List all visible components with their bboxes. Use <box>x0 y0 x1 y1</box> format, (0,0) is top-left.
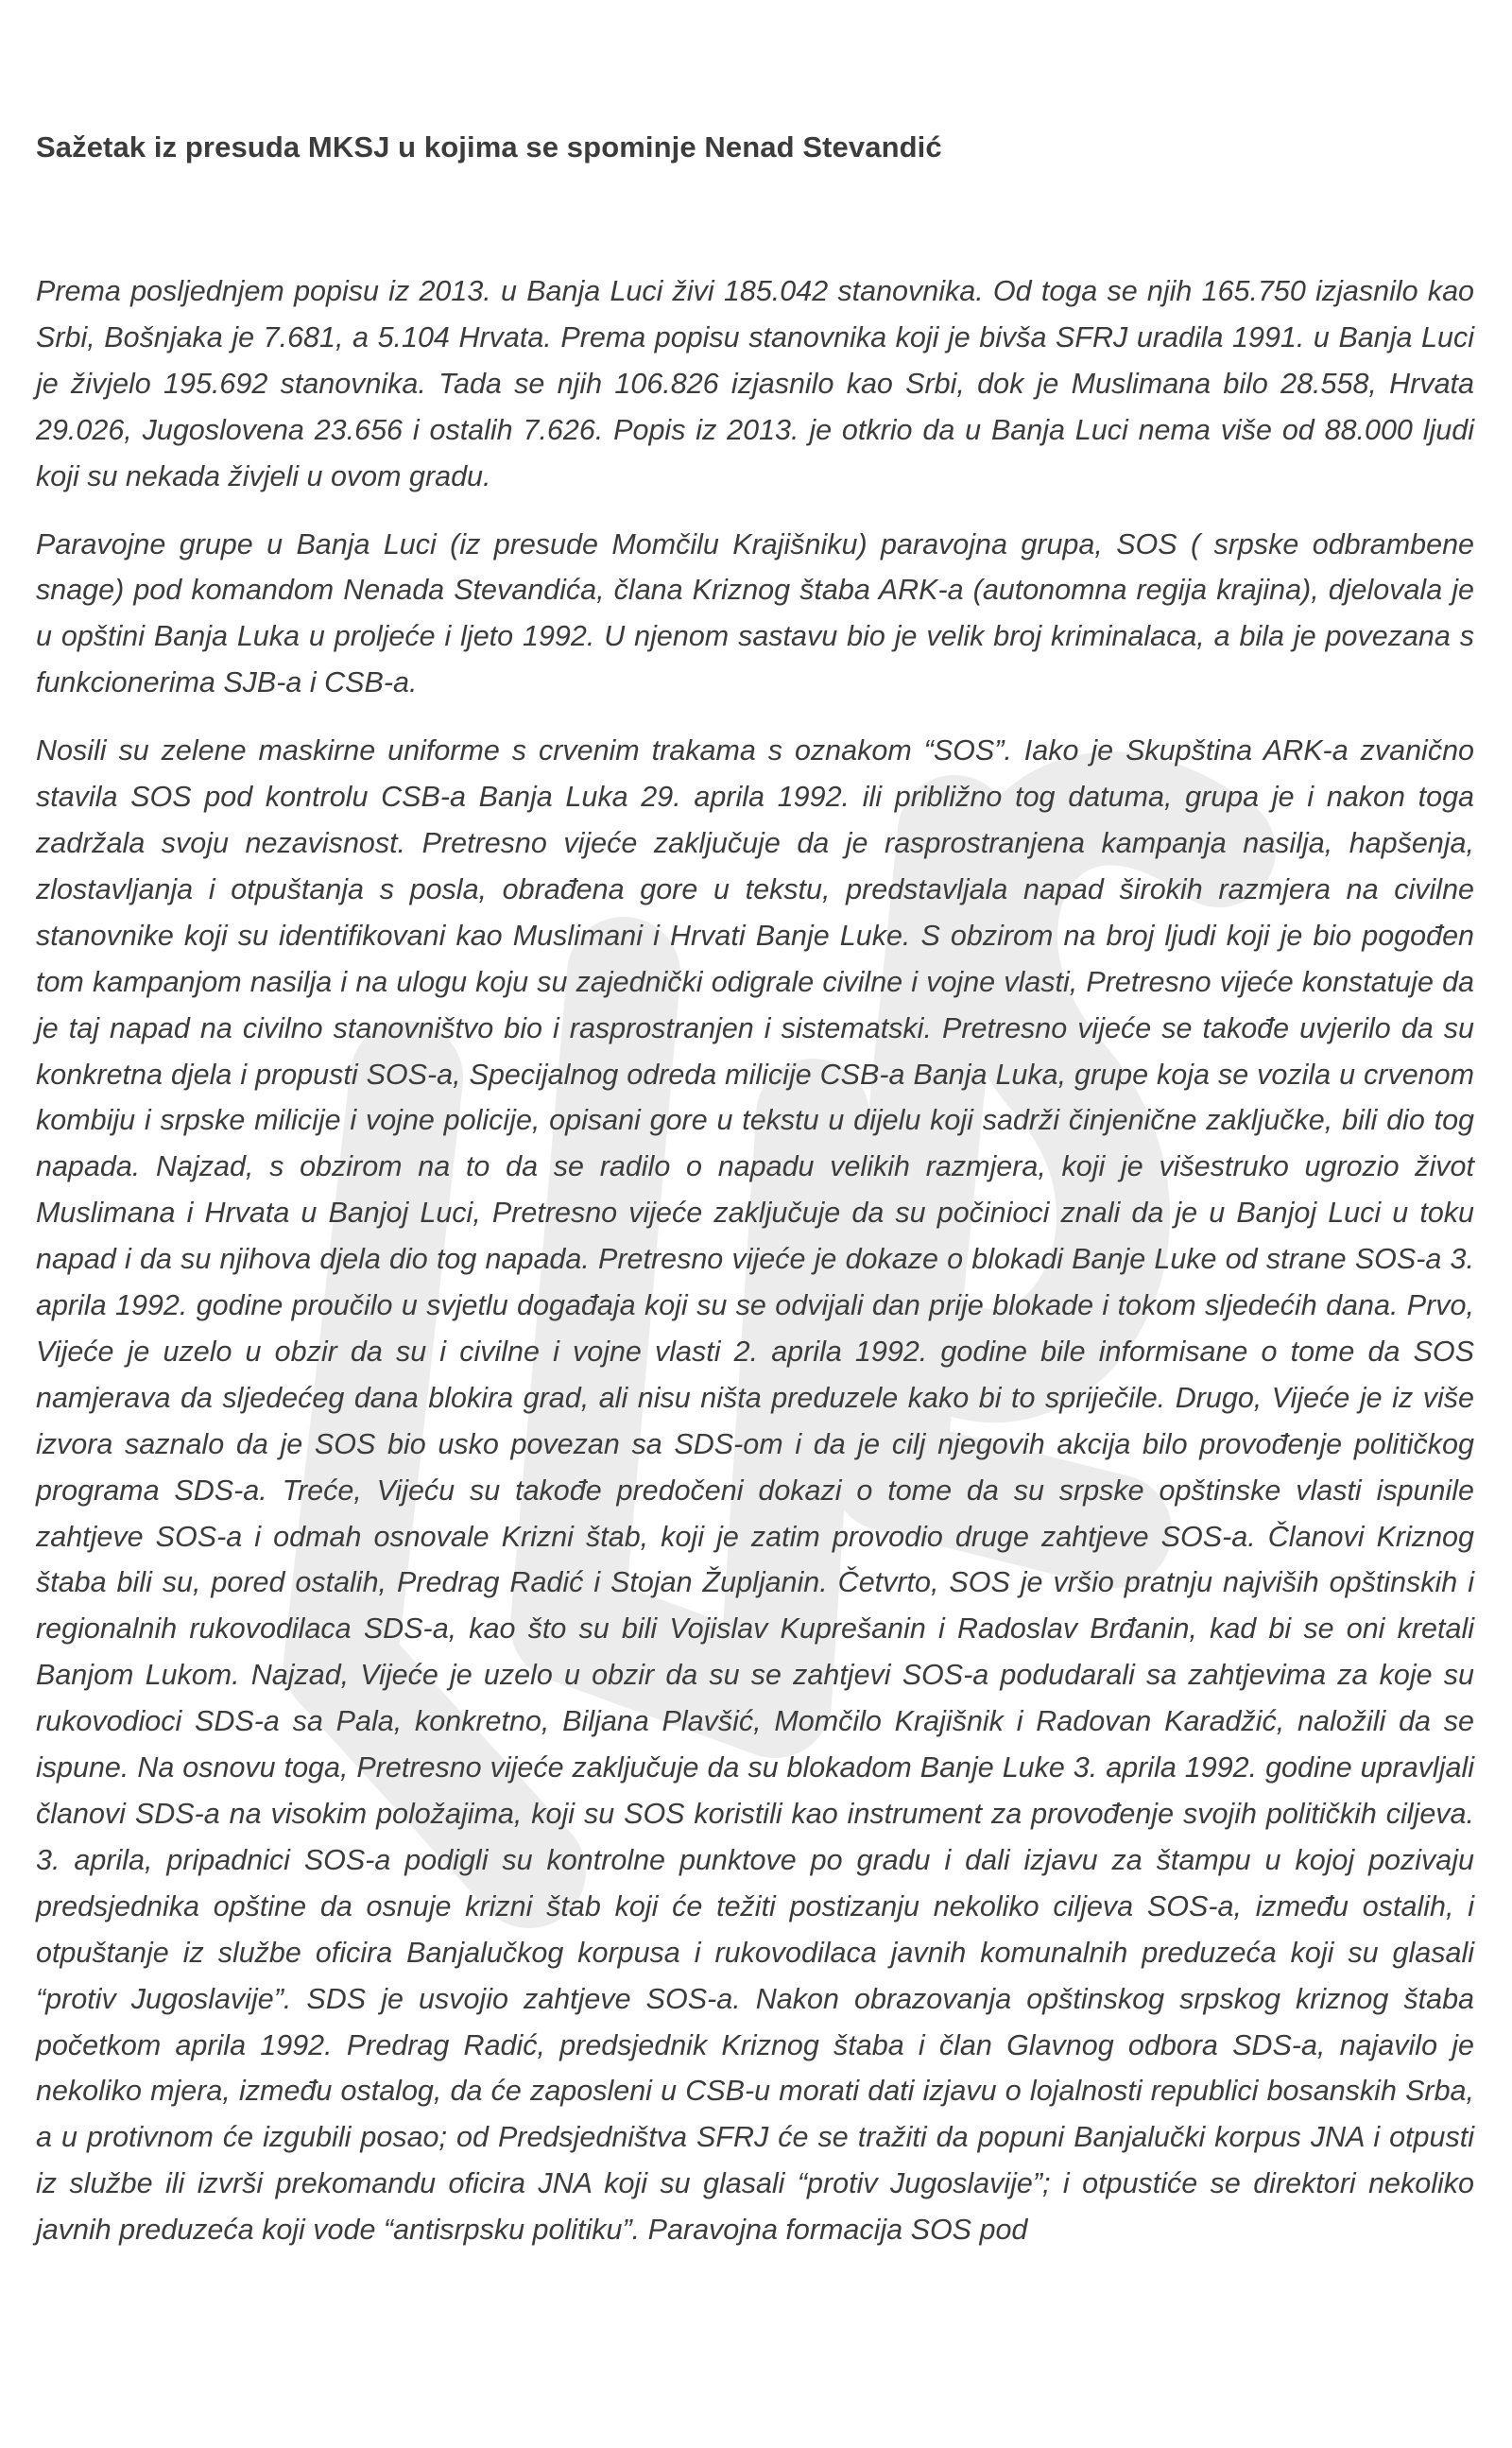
paragraph-paramilitary-groups: Paravojne grupe u Banja Luci (iz presude Momčilu Krajišniku) paravojna grupa, SOS ( srpske odbrambene snage) pod komandom Nenada Stevandića, člana Kriznog štaba ARK-a (autonomna regija krajina), djelovala je u opštini Banja Luka u proljeće i ljeto 1992. U njenom sastavu bio je velik broj kriminalaca, a bila je povezana s funkcionerima SJB-a i CSB-a. <box>36 527 1474 699</box>
document-title: Sažetak iz presuda MKSJ u kojima se spominje Nenad Stevandić <box>36 130 942 164</box>
document-body <box>36 268 1474 2275</box>
paragraph-population-census: Prema posljednjem popisu iz 2013. u Banja Luci živi 185.042 stanovnika. Od toga se njih 165.750 izjasnilo kao Srbi, Bošnjaka je 7.681, a 5.104 Hrvata. Prema popisu stanovnika koji je bivša SFRJ uradila 1991. u Banja Luci je živjelo 195.692 stanovnika. Tada se njih 106.826 izjasnilo kao Srbi, dok je Muslimana bilo 28.558, Hrvata 29.026, Jugoslovena 23.656 i ostalih 7.626. Popis iz 2013. je otkrio da u Banja Luci nema više od 88.000 ljudi koji su nekada živjeli u ovom gradu. <box>36 275 1474 492</box>
paragraph-sos-blockade: Nosili su zelene maskirne uniforme s crvenim trakama s oznakom “SOS”. Iako je Skupština ARK-a zvanično stavila SOS pod kontrolu CSB-a Banja Luka 29. aprila 1992. ili približno tog datuma, grupa je i nakon toga zadržala svoju nezavisnost. Pretresno vijeće zaključuje da je rasprostranjena kampanja nasilja, hapšenja, zlostavljanja i otpuštanja s posla, obrađena gore u tekstu, predstavljala napad širokih razmjera na civilne stanovnike koji su identifikovani kao Muslimani i Hrvati Banje Luke. S obzirom na broj ljudi koji je bio pogođen tom kampanjom nasilja i na ulogu koju su zajednički odigrale civilne i vojne vlasti, Pretresno vijeće konstatuje da je taj napad na civilno stanovništvo bio i rasprostranjen i sistematski. Pretresno vijeće se takođe uvjerilo da su konkretna djela i propusti SOS-a, Specijalnog odreda milicije CSB-a Banja Luka, grupe koja se vozila u crvenom kombiju i srpske milicije i vojne policije, opisani gore u tekstu u dijelu koji sadrži činjenične zaključke, bili dio tog napada. Najzad, s obzirom na to da se radilo o napadu velikih razmjera, koji je višestruko ugrozio život Muslimana i Hrvata u Banjoj Luci, Pretresno vijeće zaključuje da su počinioci znali da je u Banjoj Luci u toku napad i da su njihova djela dio tog napada. Pretresno vijeće je dokaze o blokadi Banje Luke od strane SOS-a 3. aprila 1992. godine proučilo u svjetlu događaja koji su se odvijali dan prije blokade i tokom sljedećih dana. Prvo, Vijeće je uzelo u obzir da su i civilne i vojne vlasti 2. aprila 1992. godine bile informisane o tome da SOS namjerava da sljedećeg dana blokira grad, ali nisu ništa preduzele kako bi to spriječile. Drugo, Vijeće je iz više izvora saznalo da je SOS bio usko povezan sa SDS-om i da je cilj njegovih akcija bilo provođenje političkog programa SDS-a. Treće, Vijeću su takođe predočeni dokazi o tome da su srpske opštinske vlasti ispunile zahtjeve SOS-a i odmah osnovale Krizni štab, koji je zatim provodio druge zahtjeve SOS-a. Članovi Kriznog štaba bili su, pored ostalih, Predrag Radić i Stojan Župljanin. Četvrto, SOS je vršio pratnju najviših opštinskih i regionalnih rukovodilaca SDS-a, kao što su bili Vojislav Kuprešanin i Radoslav Brđanin, kad bi se oni kretali Banjom Lukom. Najzad, Vijeće je uzelo u obzir da su se zahtjevi SOS-a podudarali sa zahtjevima za koje su rukovodioci SDS-a sa Pala, konkretno, Biljana Plavšić, Momčilo Krajišnik i Radovan Karadžić, naložili da se ispune. Na osnovu toga, Pretresno vijeće zaključuje da su blokadom Banje Luke 3. aprila 1992. godine upravljali članovi SDS-a na visokim položajima, koji su SOS koristili kao instrument za provođenje svojih političkih ciljeva. 3. aprila, pripadnici SOS-a podigli su kontrolne punktove po gradu i dali izjavu za štampu u kojoj pozivaju predsjednika opštine da osnuje krizni štab koji će težiti postizanju nekoliko ciljeva SOS-a, između ostalih, i otpuštanje iz službe oficira Banjalučkog korpusa i rukovodilaca javnih komunalnih preduzeća koji su glasali “protiv Jugoslavije”. SDS je usvojio zahtjeve SOS-a. Nakon obrazovanja opštinskog srpskog kriznog štaba početkom aprila 1992. Predrag Radić, predsjednik Kriznog štaba i član Glavnog odbora SDS-a, najavilo je nekoliko mjera, između ostalog, da će zaposleni u CSB-u morati dati izjavu o lojalnosti republici bosanskih Srba, a u protivnom će izgubili posao; od Predsjedništva SFRJ će se tražiti da popuni Banjalučki korpus JNA i otpusti iz službe ili izvrši prekomandu oficira JNA koji su glasali “protiv Jugoslavije”; i otpustiće se direktori nekoliko javnih preduzeća koji vode “antisrpsku politiku”. Paravojna formacija SOS pod <box>36 734 1474 2247</box>
